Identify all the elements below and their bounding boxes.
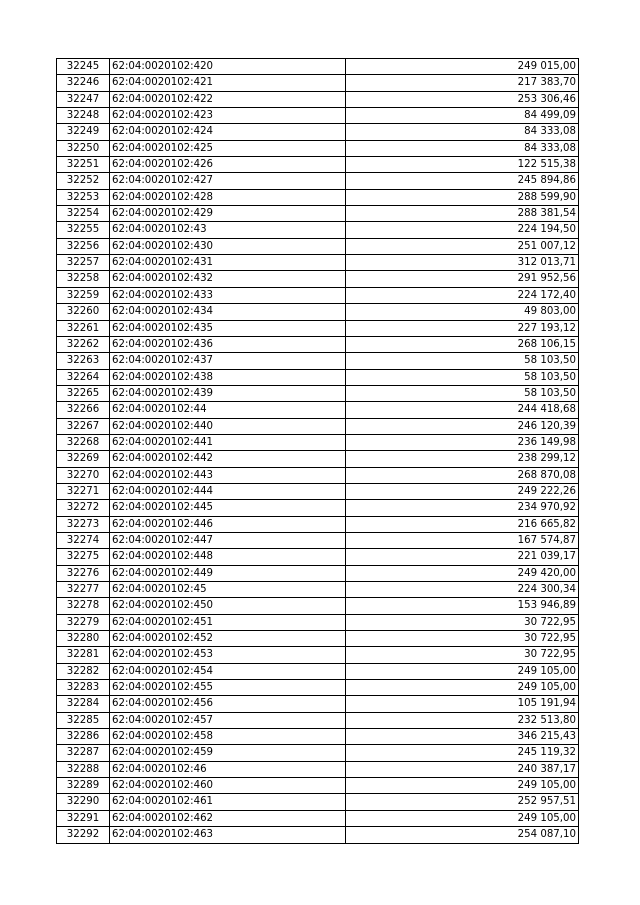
cadastral-value-cell: 252 957,51 [346, 794, 579, 810]
cadastral-value-cell: 249 222,26 [346, 483, 579, 499]
row-number-cell: 32286 [57, 729, 110, 745]
table-row [57, 157, 579, 173]
row-number-cell: 32262 [57, 336, 110, 352]
cadastral-number-cell: 62:04:0020102:457 [110, 712, 346, 728]
cadastral-number-cell: 62:04:0020102:458 [110, 729, 346, 745]
table-row [57, 483, 579, 499]
row-number-cell: 32258 [57, 271, 110, 287]
cadastral-number-cell: 62:04:0020102:423 [110, 108, 346, 124]
table-row [57, 500, 579, 516]
row-number-cell: 32287 [57, 745, 110, 761]
table-row [57, 320, 579, 336]
row-number-cell: 32263 [57, 353, 110, 369]
table-row [57, 582, 579, 598]
cadastral-number-cell: 62:04:0020102:459 [110, 745, 346, 761]
cadastral-number-cell: 62:04:0020102:440 [110, 418, 346, 434]
table-row [57, 353, 579, 369]
cadastral-value-cell: 249 105,00 [346, 680, 579, 696]
table-row [57, 222, 579, 238]
cadastral-number-cell: 62:04:0020102:443 [110, 467, 346, 483]
table-row [57, 75, 579, 91]
table-row [57, 794, 579, 810]
cadastral-number-cell: 62:04:0020102:444 [110, 483, 346, 499]
cadastral-number-cell: 62:04:0020102:462 [110, 810, 346, 826]
table-row [57, 206, 579, 222]
cadastral-value-cell: 346 215,43 [346, 729, 579, 745]
table-row [57, 189, 579, 205]
row-number-cell: 32291 [57, 810, 110, 826]
table-row [57, 385, 579, 401]
cadastral-value-cell: 268 106,15 [346, 336, 579, 352]
cadastral-value-cell: 167 574,87 [346, 532, 579, 548]
cadastral-value-cell: 224 172,40 [346, 287, 579, 303]
table-row [57, 532, 579, 548]
row-number-cell: 32249 [57, 124, 110, 140]
cadastral-number-cell: 62:04:0020102:435 [110, 320, 346, 336]
cadastral-value-cell: 84 499,09 [346, 108, 579, 124]
cadastral-number-cell: 62:04:0020102:447 [110, 532, 346, 548]
table-row [57, 696, 579, 712]
table-row [57, 369, 579, 385]
row-number-cell: 32248 [57, 108, 110, 124]
table-row [57, 467, 579, 483]
table-row [57, 565, 579, 581]
table-row [57, 108, 579, 124]
cadastral-number-cell: 62:04:0020102:460 [110, 778, 346, 794]
row-number-cell: 32292 [57, 827, 110, 843]
row-number-cell: 32290 [57, 794, 110, 810]
cadastral-value-cell: 249 105,00 [346, 663, 579, 679]
row-number-cell: 32285 [57, 712, 110, 728]
cadastral-number-cell: 62:04:0020102:425 [110, 140, 346, 156]
cadastral-value-cell: 245 894,86 [346, 173, 579, 189]
table-row [57, 255, 579, 271]
cadastral-value-cell: 249 015,00 [346, 59, 579, 75]
row-number-cell: 32257 [57, 255, 110, 271]
row-number-cell: 32275 [57, 549, 110, 565]
row-number-cell: 32245 [57, 59, 110, 75]
row-number-cell: 32273 [57, 516, 110, 532]
cadastral-value-cell: 288 599,90 [346, 189, 579, 205]
cadastral-number-cell: 62:04:0020102:463 [110, 827, 346, 843]
cadastral-number-cell: 62:04:0020102:428 [110, 189, 346, 205]
row-number-cell: 32277 [57, 582, 110, 598]
table-row [57, 827, 579, 843]
row-number-cell: 32282 [57, 663, 110, 679]
cadastral-value-cell: 238 299,12 [346, 451, 579, 467]
table-row [57, 614, 579, 630]
table-row [57, 778, 579, 794]
cadastral-value-cell: 254 087,10 [346, 827, 579, 843]
cadastral-value-cell: 268 870,08 [346, 467, 579, 483]
cadastral-number-cell: 62:04:0020102:449 [110, 565, 346, 581]
cadastral-value-cell: 30 722,95 [346, 631, 579, 647]
row-number-cell: 32272 [57, 500, 110, 516]
table-row [57, 91, 579, 107]
row-number-cell: 32276 [57, 565, 110, 581]
row-number-cell: 32266 [57, 402, 110, 418]
cadastral-value-cell: 30 722,95 [346, 647, 579, 663]
table-row [57, 336, 579, 352]
table-row [57, 304, 579, 320]
cadastral-value-cell: 216 665,82 [346, 516, 579, 532]
cadastral-value-cell: 58 103,50 [346, 353, 579, 369]
row-number-cell: 32259 [57, 287, 110, 303]
cadastral-value-cell: 84 333,08 [346, 140, 579, 156]
cadastral-value-cell: 244 418,68 [346, 402, 579, 418]
table-row [57, 598, 579, 614]
cadastral-number-cell: 62:04:0020102:445 [110, 500, 346, 516]
row-number-cell: 32250 [57, 140, 110, 156]
cadastral-value-cell: 291 952,56 [346, 271, 579, 287]
row-number-cell: 32260 [57, 304, 110, 320]
cadastral-number-cell: 62:04:0020102:442 [110, 451, 346, 467]
cadastral-value-cell: 153 946,89 [346, 598, 579, 614]
cadastral-value-cell: 249 420,00 [346, 565, 579, 581]
row-number-cell: 32283 [57, 680, 110, 696]
cadastral-value-cell: 312 013,71 [346, 255, 579, 271]
table-row [57, 729, 579, 745]
row-number-cell: 32284 [57, 696, 110, 712]
table-row [57, 238, 579, 254]
cadastral-number-cell: 62:04:0020102:446 [110, 516, 346, 532]
table-row [57, 549, 579, 565]
cadastral-number-cell: 62:04:0020102:455 [110, 680, 346, 696]
table-row [57, 124, 579, 140]
row-number-cell: 32268 [57, 434, 110, 450]
table-row [57, 271, 579, 287]
cadastral-value-cell: 249 105,00 [346, 778, 579, 794]
table-row [57, 451, 579, 467]
cadastral-number-cell: 62:04:0020102:437 [110, 353, 346, 369]
row-number-cell: 32269 [57, 451, 110, 467]
cadastral-number-cell: 62:04:0020102:433 [110, 287, 346, 303]
table-row [57, 810, 579, 826]
cadastral-value-cell: 251 007,12 [346, 238, 579, 254]
cadastral-number-cell: 62:04:0020102:450 [110, 598, 346, 614]
table-row [57, 140, 579, 156]
cadastral-number-cell: 62:04:0020102:453 [110, 647, 346, 663]
cadastral-number-cell: 62:04:0020102:420 [110, 59, 346, 75]
row-number-cell: 32267 [57, 418, 110, 434]
cadastral-value-cell: 245 119,32 [346, 745, 579, 761]
cadastral-value-cell: 227 193,12 [346, 320, 579, 336]
table-row [57, 173, 579, 189]
cadastral-value-cell: 240 387,17 [346, 761, 579, 777]
table-row [57, 287, 579, 303]
cadastral-number-cell: 62:04:0020102:429 [110, 206, 346, 222]
cadastral-number-cell: 62:04:0020102:422 [110, 91, 346, 107]
cadastral-number-cell: 62:04:0020102:448 [110, 549, 346, 565]
row-number-cell: 32246 [57, 75, 110, 91]
cadastral-value-cell: 122 515,38 [346, 157, 579, 173]
row-number-cell: 32253 [57, 189, 110, 205]
cadastral-number-cell: 62:04:0020102:424 [110, 124, 346, 140]
cadastral-value-cell: 234 970,92 [346, 500, 579, 516]
table-body [57, 59, 579, 844]
cadastral-number-cell: 62:04:0020102:438 [110, 369, 346, 385]
row-number-cell: 32264 [57, 369, 110, 385]
cadastral-value-cell: 288 381,54 [346, 206, 579, 222]
row-number-cell: 32280 [57, 631, 110, 647]
table-row [57, 434, 579, 450]
row-number-cell: 32254 [57, 206, 110, 222]
cadastral-value-cell: 105 191,94 [346, 696, 579, 712]
cadastral-value-cell: 249 105,00 [346, 810, 579, 826]
cadastral-value-cell: 30 722,95 [346, 614, 579, 630]
cadastral-number-cell: 62:04:0020102:452 [110, 631, 346, 647]
table-row [57, 761, 579, 777]
cadastral-number-cell: 62:04:0020102:45 [110, 582, 346, 598]
cadastral-number-cell: 62:04:0020102:461 [110, 794, 346, 810]
cadastral-number-cell: 62:04:0020102:426 [110, 157, 346, 173]
row-number-cell: 32261 [57, 320, 110, 336]
cadastral-value-table [56, 58, 579, 844]
row-number-cell: 32279 [57, 614, 110, 630]
row-number-cell: 32274 [57, 532, 110, 548]
table-row [57, 663, 579, 679]
cadastral-number-cell: 62:04:0020102:434 [110, 304, 346, 320]
table-row [57, 712, 579, 728]
row-number-cell: 32256 [57, 238, 110, 254]
cadastral-value-cell: 221 039,17 [346, 549, 579, 565]
row-number-cell: 32252 [57, 173, 110, 189]
row-number-cell: 32271 [57, 483, 110, 499]
cadastral-value-cell: 253 306,46 [346, 91, 579, 107]
cadastral-value-cell: 58 103,50 [346, 385, 579, 401]
cadastral-number-cell: 62:04:0020102:430 [110, 238, 346, 254]
row-number-cell: 32289 [57, 778, 110, 794]
row-number-cell: 32255 [57, 222, 110, 238]
cadastral-value-cell: 224 300,34 [346, 582, 579, 598]
table-row [57, 418, 579, 434]
cadastral-number-cell: 62:04:0020102:427 [110, 173, 346, 189]
cadastral-number-cell: 62:04:0020102:451 [110, 614, 346, 630]
cadastral-number-cell: 62:04:0020102:431 [110, 255, 346, 271]
row-number-cell: 32247 [57, 91, 110, 107]
cadastral-value-cell: 236 149,98 [346, 434, 579, 450]
cadastral-number-cell: 62:04:0020102:441 [110, 434, 346, 450]
cadastral-number-cell: 62:04:0020102:43 [110, 222, 346, 238]
row-number-cell: 32251 [57, 157, 110, 173]
row-number-cell: 32265 [57, 385, 110, 401]
cadastral-number-cell: 62:04:0020102:421 [110, 75, 346, 91]
cadastral-value-cell: 217 383,70 [346, 75, 579, 91]
cadastral-value-cell: 49 803,00 [346, 304, 579, 320]
cadastral-number-cell: 62:04:0020102:439 [110, 385, 346, 401]
cadastral-number-cell: 62:04:0020102:436 [110, 336, 346, 352]
cadastral-number-cell: 62:04:0020102:456 [110, 696, 346, 712]
row-number-cell: 32278 [57, 598, 110, 614]
cadastral-number-cell: 62:04:0020102:46 [110, 761, 346, 777]
table-row [57, 59, 579, 75]
table-row [57, 647, 579, 663]
cadastral-value-cell: 246 120,39 [346, 418, 579, 434]
cadastral-number-cell: 62:04:0020102:432 [110, 271, 346, 287]
cadastral-value-cell: 84 333,08 [346, 124, 579, 140]
row-number-cell: 32288 [57, 761, 110, 777]
table-row [57, 680, 579, 696]
cadastral-value-cell: 232 513,80 [346, 712, 579, 728]
cadastral-value-cell: 224 194,50 [346, 222, 579, 238]
row-number-cell: 32270 [57, 467, 110, 483]
cadastral-number-cell: 62:04:0020102:44 [110, 402, 346, 418]
table-row [57, 631, 579, 647]
table-row [57, 516, 579, 532]
cadastral-value-cell: 58 103,50 [346, 369, 579, 385]
table-row [57, 402, 579, 418]
row-number-cell: 32281 [57, 647, 110, 663]
table-row [57, 745, 579, 761]
cadastral-number-cell: 62:04:0020102:454 [110, 663, 346, 679]
